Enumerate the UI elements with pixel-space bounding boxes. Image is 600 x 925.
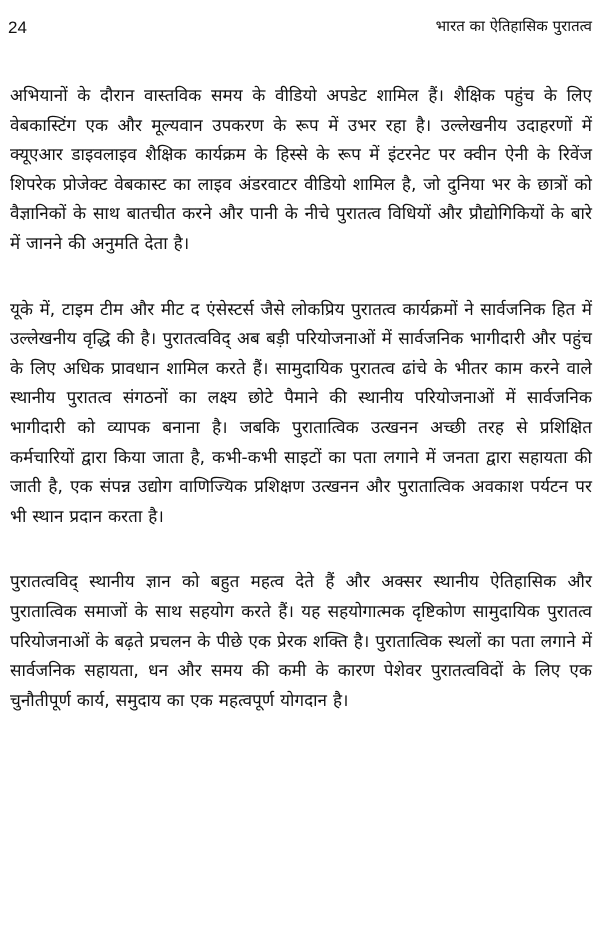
page-header [0, 14, 600, 44]
running-title: भारत का ऐतिहासिक पुरातत्व [435, 17, 592, 35]
paragraph-uk-public-interest: यूके में, टाइम टीम और मीट द एंसेस्टर्स जैसे लोकप्रिय पुरातत्व कार्यक्रमों ने सार्वजनिक हित में उल्लेखनीय वृद्धि की है। पुरातत्वविद् अब बड़ी परियोजनाओं में सार्वजनिक भागीदारी और पहुंच के लिए अधिक प्रावधान शामिल करते हैं। सामुदायिक पुरातत्व ढांचे के भीतर काम करने वाले स्थानीय पुरातत्व संगठनों का लक्ष्य छोटे पैमाने की स्थानीय परियोजनाओं में सार्वजनिक भागीदारी को व्यापक बनाना है। जबकि पुरातात्विक उत्खनन अच्छी तरह से प्रशिक्षित कर्मचारियों द्वारा किया जाता है, कभी-कभी साइटों का पता लगाने में जनता द्वारा सहायता की जाती है, एक संपन्न उद्योग वाणिज्यिक प्रशिक्षण उत्खनन और पुरातात्विक अवकाश पर्यटन पर भी स्थान प्रदान करता है। [10, 299, 592, 527]
page-number: 24 [8, 18, 27, 37]
paragraph-local-knowledge: पुरातत्वविद् स्थानीय ज्ञान को बहुत महत्व देते हैं और अक्सर स्थानीय ऐतिहासिक और पुरातात्विक समाजों के साथ सहयोग करते हैं। यह सहयोगात्मक दृष्टिकोण सामुदायिक पुरातत्व परियोजनाओं के बढ़ते प्रचलन के पीछे एक प्रेरक शक्ति है। पुरातात्विक स्थलों का पता लगाने में सार्वजनिक सहायता, धन और समय की कमी के कारण पेशेवर पुरातत्वविदों के लिए एक चुनौतीपूर्ण कार्य, समुदाय का एक महत्वपूर्ण योगदान है। [10, 572, 592, 711]
paragraph-webcasting: अभियानों के दौरान वास्तविक समय के वीडियो अपडेट शामिल हैं। शैक्षिक पहुंच के लिए वेबकास्टिंग एक और मूल्यवान उपकरण के रूप में उभर रहा है। उल्लेखनीय उदाहरणों में क्यूएआर डाइवलाइव शैक्षिक कार्यक्रम के हिस्से के रूप में इंटरनेट पर क्वीन ऐनी के रिवेंज शिपरेक प्रोजेक्ट वेबकास्ट का लाइव अंडरवाटर वीडियो शामिल है, जो दुनिया भर के छात्रों को वैज्ञानिकों के साथ बातचीत करने और पानी के नीचे पुरातत्व विधियों और प्रौद्योगिकियों के बारे में जानने की अनुमति देता है। [10, 86, 592, 254]
body-text [10, 82, 592, 716]
